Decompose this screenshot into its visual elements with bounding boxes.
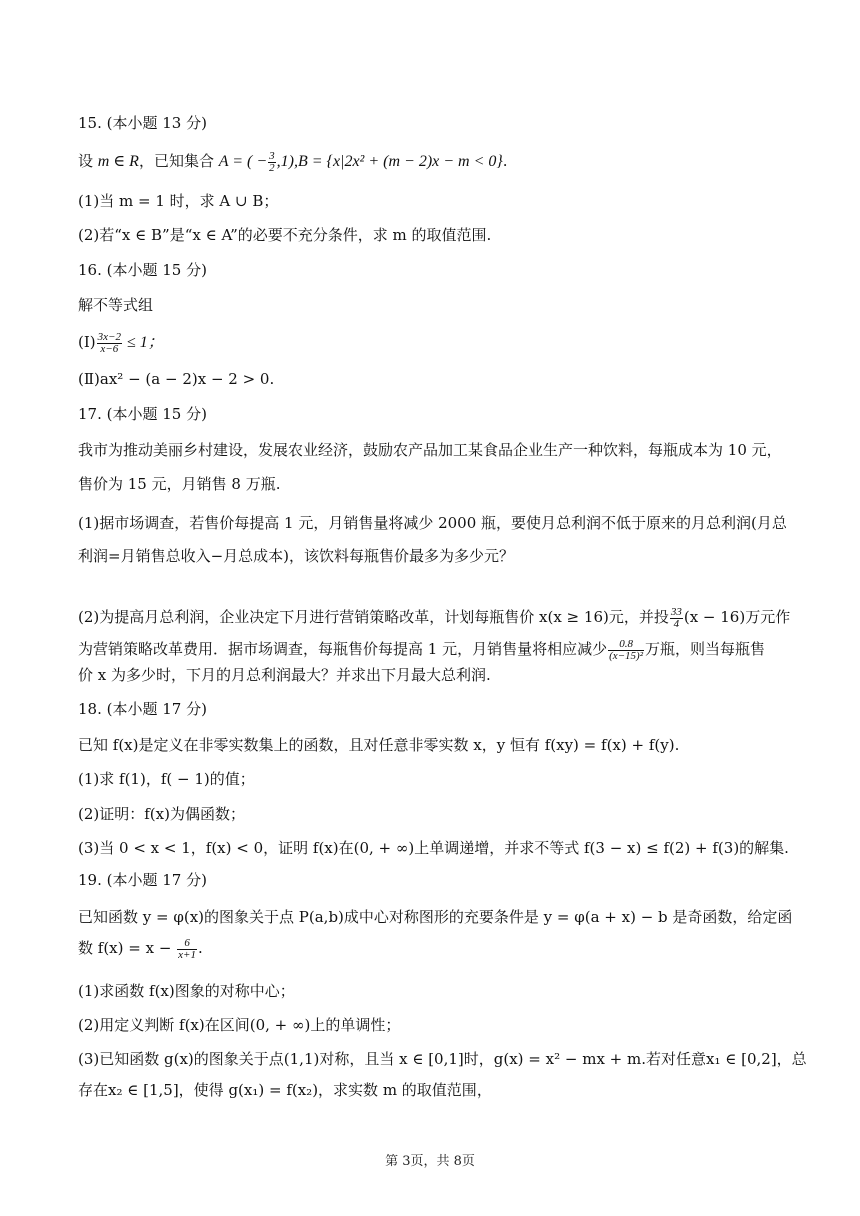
q16-part1-label: (Ⅰ) — [78, 333, 96, 351]
q17-line2: 售价为 15 元，月销售 8 万瓶. — [78, 475, 281, 493]
q17-line5-a: (2)为提高月总利润，企业决定下月进行营销策略改革，计划每瓶售价 x(x ≥ 16)元，并投 — [78, 608, 669, 626]
q19-frac-den: x+1 — [178, 948, 196, 961]
q17-frac1-den: 4 — [673, 617, 680, 630]
q15-stem-pre: 设 — [78, 152, 98, 170]
q16-part1 — [78, 331, 790, 355]
q15-fraction — [268, 151, 276, 174]
q15-stem-mid: ，已知集合 — [138, 152, 219, 170]
q18-line3: (2)证明：f(x)为偶函数； — [78, 805, 245, 823]
q18-heading: 18. (本小题 17 分) — [78, 700, 207, 718]
q15-frac-num: 3 — [269, 149, 275, 162]
q17-frac2-den: (x−15)² — [609, 649, 644, 662]
q15-part2: (2)若“x ∈ B”是“x ∈ A”的必要不充分条件，求 m 的取值范围. — [78, 226, 492, 244]
q16-intro: 解不等式组 — [78, 296, 154, 314]
q16-frac-den: x−6 — [100, 342, 119, 355]
q17-line5 — [78, 606, 790, 630]
q18-line1: 已知 f(x)是定义在非零实数集上的函数，且对任意非零实数 x，y 恒有 f(xy) = f(x) + f(y). — [78, 736, 680, 754]
q19-line2 — [78, 937, 790, 961]
q16-heading: 16. (本小题 15 分) — [78, 261, 207, 279]
page-footer: 第 3页，共 8页 — [385, 1154, 475, 1169]
q15-stem-math3: ,1),B = {x|2x² + (m − 2)x − m < 0} — [276, 153, 503, 170]
q17-line1: 我市为推动美丽乡村建设，发展农业经济，鼓励农产品加工某食品企业生产一种饮料，每瓶成本为 10 元， — [78, 441, 782, 459]
q17-heading: 17. (本小题 15 分) — [78, 405, 207, 423]
q16-frac-num: 3x−2 — [97, 330, 121, 343]
q15-stem-math1: m ∈ R — [97, 153, 139, 170]
q19-line2-b: . — [197, 939, 203, 957]
q19-line5: (3)已知函数 g(x)的图象关于点(1,1)对称，且当 x ∈ [0,1]时，g(x) = x² − mx + m.若对任意x₁ ∈ [0,2]，总 — [78, 1050, 807, 1068]
q15-part1: (1)当 m = 1 时，求 A ∪ B； — [78, 192, 279, 210]
q16-part2: (Ⅱ)ax² − (a − 2)x − 2 > 0. — [78, 370, 275, 388]
q19-line3: (1)求函数 f(x)图象的对称中心； — [78, 982, 295, 1000]
q19-line1: 已知函数 y = φ(x)的图象关于点 P(a,b)成中心对称图形的充要条件是 y = φ(a + x) − b 是奇函数，给定函 — [78, 908, 793, 926]
q18-line2: (1)求 f(1)，f( − 1)的值； — [78, 770, 255, 788]
q17-frac2-num: 0.8 — [608, 639, 644, 651]
q17-line5-b: (x − 16)万元作 — [683, 608, 791, 626]
q15-stem — [78, 150, 790, 174]
q19-frac-num: 6 — [177, 938, 197, 950]
q17-line6-b: 万瓶，则当每瓶售 — [645, 640, 766, 658]
q16-part1-rest: ≤ 1； — [122, 334, 164, 351]
q17-line7: 价 x 为多少时，下月的月总利润最大？并求出下月最大总利润. — [78, 666, 491, 684]
q17-fraction-1 — [670, 607, 683, 630]
q19-line6: 存在x₂ ∈ [1,5]，使得 g(x₁) = f(x₂)，求实数 m 的取值范围， — [78, 1081, 492, 1099]
q15-stem-math2: A = ( − — [218, 153, 268, 170]
q19-fraction — [177, 938, 197, 961]
q19-line4: (2)用定义判断 f(x)在区间(0, + ∞)上的单调性； — [78, 1016, 401, 1034]
q17-line3: (1)据市场调查，若售价每提高 1 元，月销售量将减少 2000 瓶，要使月总利润不低于原来的月总利润(月总 — [78, 514, 787, 532]
q15-frac-den: 2 — [269, 161, 275, 174]
q19-heading: 19. (本小题 17 分) — [78, 871, 207, 889]
q15-heading: 15. (本小题 13 分) — [78, 114, 207, 132]
q15-stem-end: . — [502, 152, 508, 170]
q17-line4: 利润=月销售总收入−月总成本)，该饮料每瓶售价最多为多少元？ — [78, 547, 514, 565]
q17-line6-a: 为营销策略改革费用．据市场调查，每瓶售价每提高 1 元，月销售量将相应减少 — [78, 640, 608, 658]
q17-fraction-2 — [608, 639, 644, 662]
q17-frac1-num: 33 — [670, 605, 682, 618]
q17-line6 — [78, 638, 790, 662]
q16-fraction — [97, 332, 122, 355]
q19-line2-a: 数 f(x) = x − — [78, 939, 177, 957]
q18-line4: (3)当 0 < x < 1，f(x) < 0，证明 f(x)在(0, + ∞)上单调递增，并求不等式 f(3 − x) ≤ f(2) + f(3)的解集. — [78, 839, 789, 857]
